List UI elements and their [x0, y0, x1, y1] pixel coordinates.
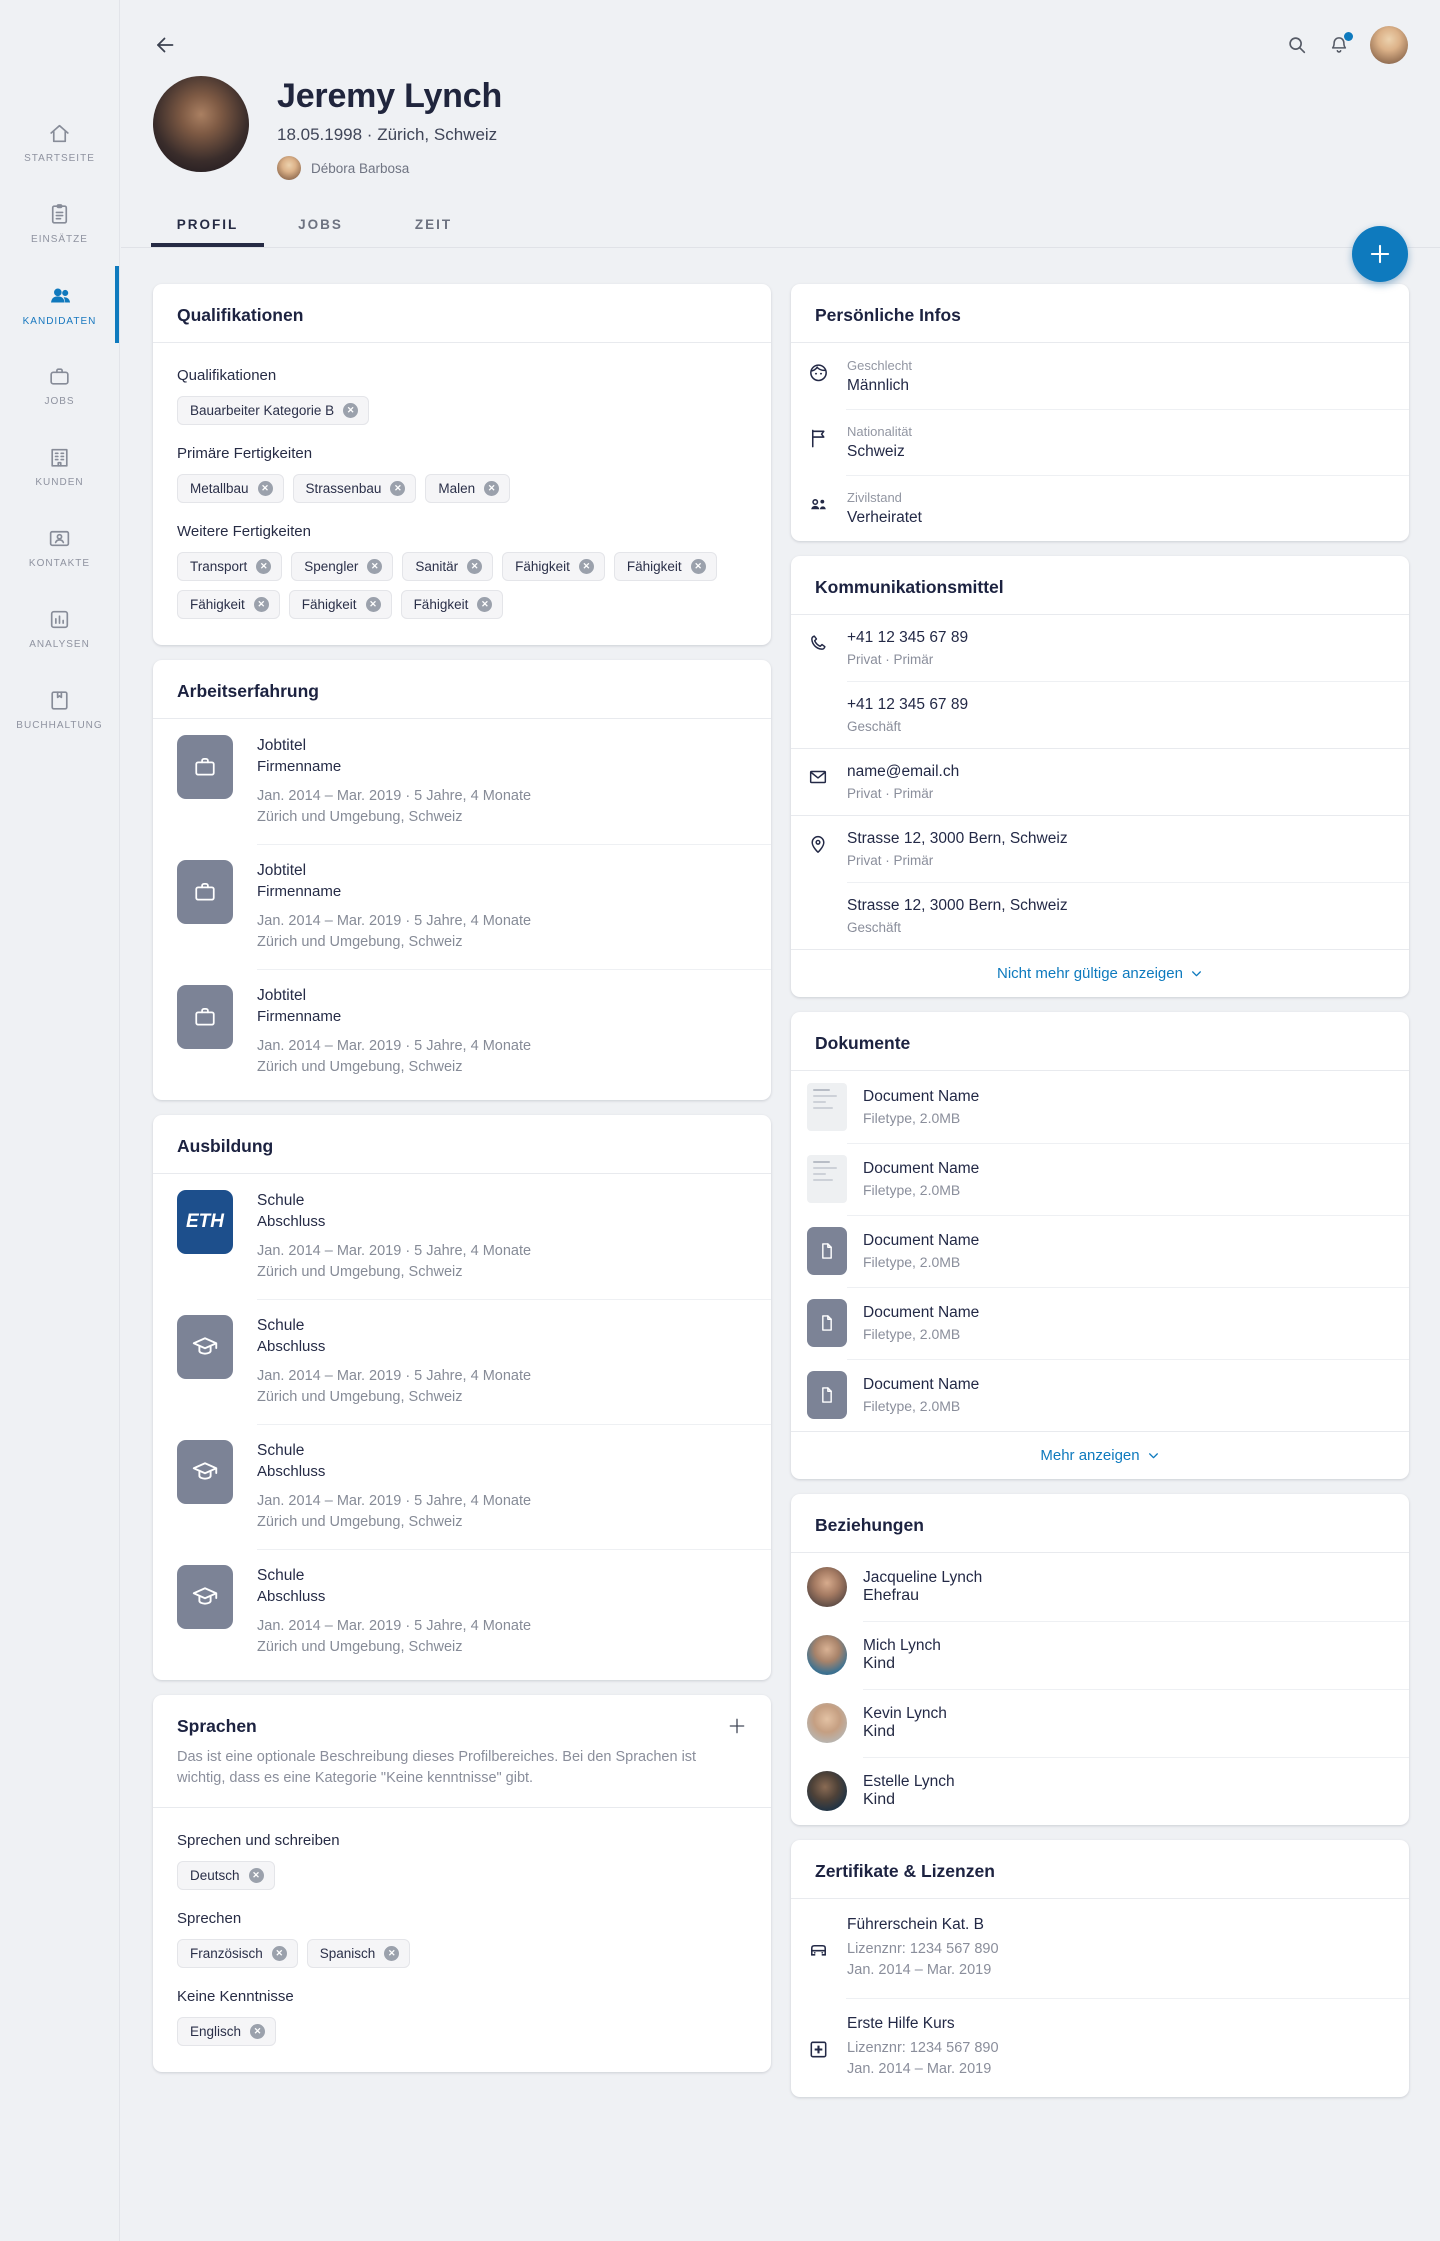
graduation-cap-icon — [177, 1565, 233, 1629]
education-location: Zürich und Umgebung, Schweiz — [257, 1389, 463, 1405]
job-location: Zürich und Umgebung, Schweiz — [257, 1059, 463, 1075]
skill-chip[interactable]: Fähigkeit ✕ — [401, 590, 504, 619]
job-period: Jan. 2014 – Mar. 2019 · 5 Jahre, 4 Monate — [257, 788, 532, 804]
chevron-down-icon — [1190, 967, 1203, 980]
remove-chip-icon[interactable]: ✕ — [272, 1946, 287, 1961]
relation-row[interactable] — [791, 1553, 1409, 1621]
relation-row[interactable] — [791, 1757, 1409, 1825]
degree: Abschluss — [257, 1213, 326, 1230]
relation-avatar — [807, 1635, 847, 1675]
card-description: Das ist eine optionale Beschreibung dieses Profilbereiches. Bei den Sprachen ist wichtig, dass es eine Kategorie "Keine kenntnisse" gibt. — [177, 1749, 697, 1786]
clipboard-icon — [47, 202, 72, 227]
people-icon — [47, 283, 73, 309]
comm-meta: Geschäft — [847, 719, 902, 734]
comm-value: name@email.ch — [847, 763, 960, 780]
relation-type: Ehefrau — [863, 1587, 920, 1604]
relation-name: Mich Lynch — [863, 1637, 941, 1654]
job-period: Jan. 2014 – Mar. 2019 · 5 Jahre, 4 Monate — [257, 1038, 532, 1054]
skill-chip[interactable]: Fähigkeit ✕ — [177, 590, 280, 619]
education-entry[interactable] — [153, 1174, 771, 1299]
job-period: Jan. 2014 – Mar. 2019 · 5 Jahre, 4 Monate — [257, 913, 532, 929]
sidebar — [0, 0, 120, 2241]
card-zertifikate — [791, 1840, 1409, 2097]
info-label: Geschlecht — [847, 358, 913, 373]
topbar — [121, 0, 1440, 64]
degree: Abschluss — [257, 1463, 326, 1480]
skill-chip[interactable]: Sanitär ✕ — [402, 552, 493, 581]
face-icon — [807, 358, 847, 395]
document-row[interactable] — [791, 1287, 1409, 1359]
user-avatar[interactable] — [1370, 26, 1408, 64]
education-period: Jan. 2014 – Mar. 2019 · 5 Jahre, 4 Monate — [257, 1493, 532, 1509]
document-row[interactable] — [791, 1071, 1409, 1143]
education-period: Jan. 2014 – Mar. 2019 · 5 Jahre, 4 Monate — [257, 1368, 532, 1384]
card-title: Sprachen — [177, 1716, 257, 1736]
info-row-zivilstand — [791, 475, 1409, 541]
relation-type: Kind — [863, 1791, 896, 1808]
relation-row[interactable] — [791, 1689, 1409, 1757]
language-chip[interactable]: Spanisch ✕ — [307, 1939, 411, 1968]
card-ausbildung — [153, 1115, 771, 1680]
document-meta: Filetype, 2.0MB — [863, 1326, 961, 1342]
remove-chip-icon[interactable]: ✕ — [250, 2024, 265, 2039]
car-icon — [807, 1936, 847, 1962]
language-chip[interactable]: Englisch ✕ — [177, 2017, 276, 2046]
certificate-row — [791, 1899, 1409, 1998]
info-row-nationalitaet — [791, 409, 1409, 475]
relation-avatar — [807, 1567, 847, 1607]
file-icon — [807, 1227, 847, 1275]
comm-meta: Privat · Primär — [847, 786, 934, 801]
document-meta: Filetype, 2.0MB — [863, 1110, 961, 1126]
document-name: Document Name — [863, 1088, 980, 1105]
sidebar-item-kandidaten[interactable] — [0, 264, 119, 345]
job-title: Jobtitel — [257, 862, 307, 879]
remove-chip-icon[interactable]: ✕ — [254, 597, 269, 612]
briefcase-icon — [177, 860, 233, 924]
experience-entry[interactable] — [153, 969, 771, 1100]
comm-row-address-business — [791, 883, 1409, 949]
arrow-left-icon — [153, 33, 177, 57]
remove-chip-icon[interactable]: ✕ — [366, 597, 381, 612]
sidebar-nav — [0, 0, 119, 750]
content — [121, 248, 1440, 2157]
school-name: Schule — [257, 1317, 305, 1334]
relation-name: Kevin Lynch — [863, 1705, 947, 1722]
sidebar-item-analysen[interactable] — [0, 588, 119, 669]
sidebar-item-label: EINSÄTZE — [31, 234, 88, 245]
comm-row-address-private — [791, 816, 1409, 882]
card-title: Kommunikationsmittel — [815, 577, 1004, 597]
plus-icon — [1367, 241, 1393, 267]
tab-profil[interactable]: PROFIL — [151, 207, 264, 247]
experience-entry[interactable] — [153, 719, 771, 844]
back-button[interactable] — [153, 33, 177, 57]
married-people-icon — [807, 490, 847, 527]
sidebar-item-label: ANALYSEN — [29, 639, 90, 650]
skill-chip[interactable]: Fähigkeit ✕ — [502, 552, 605, 581]
comm-value: Strasse 12, 3000 Bern, Schweiz — [847, 897, 1068, 914]
card-title: Ausbildung — [177, 1136, 274, 1156]
skill-chip[interactable]: Spengler ✕ — [291, 552, 393, 581]
sidebar-item-kontakte[interactable] — [0, 507, 119, 588]
tab-zeit[interactable]: ZEIT — [414, 217, 453, 232]
relation-type: Kind — [863, 1655, 896, 1672]
topbar-icons — [1286, 26, 1408, 64]
chevron-down-icon — [1147, 1449, 1160, 1462]
education-location: Zürich und Umgebung, Schweiz — [257, 1264, 463, 1280]
job-title: Jobtitel — [257, 737, 307, 754]
degree: Abschluss — [257, 1338, 326, 1355]
sidebar-item-buchhaltung[interactable] — [0, 669, 119, 750]
education-entry[interactable] — [153, 1299, 771, 1424]
search-button[interactable] — [1286, 34, 1308, 56]
notifications-button[interactable] — [1328, 34, 1350, 56]
card-kommunikationsmittel — [791, 556, 1409, 997]
remove-chip-icon[interactable]: ✕ — [467, 559, 482, 574]
comm-value: +41 12 345 67 89 — [847, 696, 969, 713]
education-period: Jan. 2014 – Mar. 2019 · 5 Jahre, 4 Monate — [257, 1618, 532, 1634]
certificate-name: Erste Hilfe Kurs — [847, 2015, 955, 2032]
education-entry[interactable] — [153, 1424, 771, 1549]
building-icon — [47, 445, 72, 470]
job-title: Jobtitel — [257, 987, 307, 1004]
recruiter-avatar — [277, 156, 301, 180]
card-title: Zertifikate & Lizenzen — [815, 1861, 995, 1881]
card-dokumente — [791, 1012, 1409, 1479]
remove-chip-icon[interactable]: ✕ — [384, 1946, 399, 1961]
comm-row-email — [791, 749, 1409, 815]
file-icon — [807, 1299, 847, 1347]
notification-dot — [1344, 32, 1353, 41]
info-label: Nationalität — [847, 424, 913, 439]
graduation-cap-icon — [177, 1440, 233, 1504]
add-button[interactable] — [1352, 226, 1408, 282]
education-location: Zürich und Umgebung, Schweiz — [257, 1514, 463, 1530]
page-title: Jeremy Lynch — [277, 77, 503, 115]
section-label: Qualifikationen — [177, 367, 277, 384]
document-thumbnail — [807, 1083, 847, 1131]
location-pin-icon — [807, 830, 847, 868]
sidebar-item-label: JOBS — [44, 396, 75, 407]
education-entry[interactable] — [153, 1549, 771, 1680]
document-row[interactable] — [791, 1359, 1409, 1431]
company-name: Firmenname — [257, 883, 342, 900]
card-persoenliche-infos — [791, 284, 1409, 541]
sidebar-item-label: KUNDEN — [35, 477, 84, 488]
graduation-cap-icon — [177, 1315, 233, 1379]
candidate-photo — [153, 76, 249, 172]
company-name: Firmenname — [257, 758, 342, 775]
card-arbeitserfahrung — [153, 660, 771, 1100]
document-name: Document Name — [863, 1160, 980, 1177]
show-expired-link[interactable]: Nicht mehr gültige anzeigen — [791, 949, 1409, 997]
skill-chip[interactable]: Transport ✕ — [177, 552, 282, 581]
remove-chip-icon[interactable]: ✕ — [691, 559, 706, 574]
section-label: Primäre Fertigkeiten — [177, 445, 313, 462]
sidebar-item-startseite[interactable] — [0, 102, 119, 183]
document-row[interactable] — [791, 1215, 1409, 1287]
tab-jobs[interactable]: JOBS — [298, 217, 343, 232]
info-value: Männlich — [847, 377, 910, 394]
section-label: Weitere Fertigkeiten — [177, 523, 311, 540]
card-title: Arbeitserfahrung — [177, 681, 319, 701]
relation-name: Estelle Lynch — [863, 1773, 955, 1790]
document-name: Document Name — [863, 1304, 980, 1321]
remove-chip-icon[interactable]: ✕ — [256, 559, 271, 574]
mail-icon — [807, 763, 847, 801]
card-qualifikationen — [153, 284, 771, 645]
sidebar-item-label: KANDIDATEN — [22, 315, 97, 327]
card-title: Beziehungen — [815, 1515, 924, 1535]
contact-card-icon — [47, 526, 72, 551]
document-meta: Filetype, 2.0MB — [863, 1254, 961, 1270]
left-column — [153, 284, 771, 2072]
document-name: Document Name — [863, 1376, 980, 1393]
first-aid-icon — [807, 2035, 847, 2061]
file-icon — [807, 1371, 847, 1419]
skill-chip[interactable]: Strassenbau ✕ — [293, 474, 417, 503]
document-meta: Filetype, 2.0MB — [863, 1182, 961, 1198]
flag-icon — [807, 424, 847, 461]
remove-chip-icon[interactable]: ✕ — [367, 559, 382, 574]
remove-chip-icon[interactable]: ✕ — [258, 481, 273, 496]
home-icon — [47, 121, 72, 146]
relation-type: Kind — [863, 1723, 896, 1740]
remove-chip-icon[interactable]: ✕ — [477, 597, 492, 612]
info-label: Zivilstand — [847, 490, 902, 505]
profile-header — [121, 76, 1440, 180]
remove-chip-icon[interactable]: ✕ — [249, 1868, 264, 1883]
eth-logo: ETH — [177, 1190, 233, 1254]
language-chip[interactable]: Französisch ✕ — [177, 1939, 298, 1968]
certificate-row — [791, 1998, 1409, 2097]
info-row-geschlecht — [791, 343, 1409, 409]
sidebar-item-label: STARTSEITE — [24, 153, 95, 164]
school-name: Schule — [257, 1567, 305, 1584]
briefcase-icon — [47, 364, 72, 389]
sidebar-item-label: BUCHHALTUNG — [16, 720, 103, 731]
plus-icon — [727, 1716, 747, 1736]
language-chip[interactable]: Deutsch ✕ — [177, 1861, 275, 1890]
job-location: Zürich und Umgebung, Schweiz — [257, 934, 463, 950]
briefcase-icon — [177, 985, 233, 1049]
section-label: Sprechen — [177, 1910, 242, 1927]
qualification-chip[interactable]: Bauarbeiter Kategorie B ✕ — [177, 396, 369, 425]
education-period: Jan. 2014 – Mar. 2019 · 5 Jahre, 4 Monate — [257, 1243, 532, 1259]
card-beziehungen — [791, 1494, 1409, 1825]
relation-avatar — [807, 1703, 847, 1743]
company-name: Firmenname — [257, 1008, 342, 1025]
comm-value: +41 12 345 67 89 — [847, 629, 969, 646]
recruiter-row[interactable] — [277, 156, 502, 180]
info-value: Verheiratet — [847, 509, 922, 526]
certificate-name: Führerschein Kat. B — [847, 1916, 984, 1933]
sidebar-item-label: KONTAKTE — [28, 558, 91, 569]
info-value: Schweiz — [847, 443, 905, 460]
card-title: Qualifikationen — [177, 305, 304, 325]
certificate-license: Lizenznr: 1234 567 890 — [847, 1941, 999, 1957]
card-title: Dokumente — [815, 1033, 911, 1053]
relation-row[interactable] — [791, 1621, 1409, 1689]
document-meta: Filetype, 2.0MB — [863, 1398, 961, 1414]
certificate-license: Lizenznr: 1234 567 890 — [847, 2040, 999, 2056]
tabbar — [121, 207, 1440, 248]
add-language-button[interactable] — [727, 1716, 747, 1736]
card-title: Persönliche Infos — [815, 305, 961, 325]
comm-row-phone-private — [791, 615, 1409, 681]
remove-chip-icon[interactable]: ✕ — [484, 481, 499, 496]
school-name: Schule — [257, 1192, 305, 1209]
ledger-icon — [47, 688, 72, 713]
comm-meta: Privat · Primär — [847, 853, 934, 868]
certificate-period: Jan. 2014 – Mar. 2019 — [847, 2061, 992, 2077]
document-name: Document Name — [863, 1232, 980, 1249]
recruiter-name: Débora Barbosa — [311, 160, 410, 176]
sidebar-item-jobs[interactable] — [0, 345, 119, 426]
job-location: Zürich und Umgebung, Schweiz — [257, 809, 463, 825]
search-icon — [1286, 34, 1308, 56]
document-thumbnail — [807, 1155, 847, 1203]
section-label: Keine Kenntnisse — [177, 1988, 294, 2005]
briefcase-icon — [177, 735, 233, 799]
skill-chip[interactable]: Metallbau ✕ — [177, 474, 284, 503]
show-more-link[interactable]: Mehr anzeigen — [791, 1431, 1409, 1479]
phone-icon — [807, 629, 847, 667]
school-name: Schule — [257, 1442, 305, 1459]
sidebar-item-einsaetze[interactable] — [0, 183, 119, 264]
comm-meta: Privat · Primär — [847, 652, 934, 667]
candidate-meta: 18.05.1998 · Zürich, Schweiz — [277, 125, 498, 144]
comm-row-phone-business — [791, 682, 1409, 748]
skill-chip[interactable]: Fähigkeit ✕ — [614, 552, 717, 581]
right-column — [791, 284, 1409, 2097]
remove-chip-icon[interactable]: ✕ — [343, 403, 358, 418]
relation-avatar — [807, 1771, 847, 1811]
section-label: Sprechen und schreiben — [177, 1832, 340, 1849]
card-sprachen — [153, 1695, 771, 2072]
remove-chip-icon[interactable]: ✕ — [390, 481, 405, 496]
experience-entry[interactable] — [153, 844, 771, 969]
comm-value: Strasse 12, 3000 Bern, Schweiz — [847, 830, 1068, 847]
skill-chip[interactable]: Fähigkeit ✕ — [289, 590, 392, 619]
degree: Abschluss — [257, 1588, 326, 1605]
remove-chip-icon[interactable]: ✕ — [579, 559, 594, 574]
certificate-period: Jan. 2014 – Mar. 2019 — [847, 1962, 992, 1978]
education-location: Zürich und Umgebung, Schweiz — [257, 1639, 463, 1655]
relation-name: Jacqueline Lynch — [863, 1569, 983, 1586]
document-row[interactable] — [791, 1143, 1409, 1215]
chart-icon — [47, 607, 72, 632]
sidebar-item-kunden[interactable] — [0, 426, 119, 507]
skill-chip[interactable]: Malen ✕ — [425, 474, 510, 503]
comm-meta: Geschäft — [847, 920, 902, 935]
main-area — [121, 0, 1440, 2157]
